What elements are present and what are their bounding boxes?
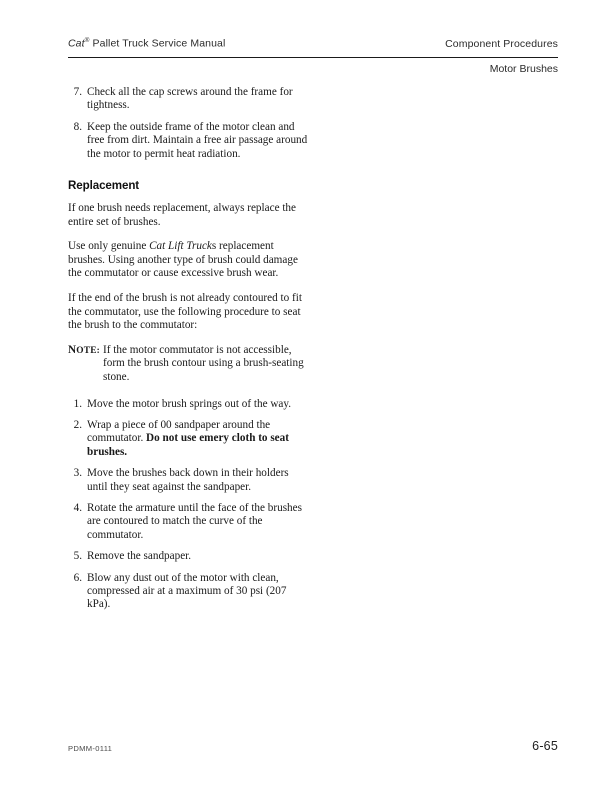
list-item	[68, 419, 308, 459]
body-paragraph	[68, 240, 308, 281]
text-run: If the end of the brush is not already contoured to fit the commutator, use the following procedure to seat the brush to the commutator:	[68, 292, 302, 332]
footer-page-number: 6-65	[532, 739, 558, 753]
list-item-number: 2.	[73, 418, 82, 431]
text-run: Cat Lift Truck	[149, 240, 212, 253]
list-item	[68, 121, 308, 161]
footer-document-code: PDMM-0111	[68, 744, 113, 753]
list-item-text	[87, 502, 302, 541]
list-item-text: Keep the outside frame of the motor clean and free from dirt. Maintain a free air passage around the motor to permit heat radiation.	[87, 120, 308, 160]
note-label	[68, 344, 100, 359]
list-item-text	[87, 550, 191, 562]
text-run: Rotate the armature until the face of the brushes are contoured to match the curve of the commutator.	[87, 502, 302, 541]
text-run: s replacement brushes. Using another type of brush could damage the commutator or cause excessive brush wear.	[68, 240, 298, 280]
list-item-number: 4.	[73, 502, 82, 514]
list-item	[68, 572, 308, 612]
body-paragraph	[68, 202, 308, 229]
header-subsection: Motor Brushes	[489, 63, 558, 75]
text-run: Use only genuine	[68, 240, 150, 253]
list-item-text	[87, 398, 291, 410]
text-run: Move the motor brush springs out of the way.	[87, 397, 292, 410]
note-block	[68, 344, 308, 385]
list-item-text	[87, 572, 286, 611]
registered-trademark-icon: ®	[84, 37, 90, 44]
body-paragraph	[68, 292, 308, 333]
note-text: If the motor commutator is not accessible, form the brush contour using a brush-seating stone.	[103, 343, 304, 383]
page-body	[68, 86, 308, 612]
header-title-left	[68, 37, 225, 50]
list-item	[68, 550, 308, 563]
text-run: Remove the sandpaper.	[87, 550, 192, 563]
list-item	[68, 398, 308, 411]
section-heading-replacement: Replacement	[68, 179, 140, 193]
list-item-number: 5.	[73, 550, 82, 563]
continued-numbered-list	[68, 86, 308, 161]
running-header	[68, 37, 558, 50]
header-section-right: Component Procedures	[445, 37, 558, 50]
text-run: If one brush needs replacement, always replace the entire set of brushes.	[68, 202, 296, 228]
section-paragraphs	[68, 202, 308, 333]
list-item	[68, 502, 308, 542]
list-item-text: Check all the cap screws around the frame for tightness.	[87, 86, 293, 112]
list-item	[68, 467, 308, 494]
list-item-number: 7.	[73, 86, 82, 98]
text-run: Wrap a piece of 00 sandpaper around the commutator.	[87, 418, 271, 445]
note-label-initial: N	[68, 343, 77, 356]
header-divider	[68, 57, 558, 58]
list-item-number: 8.	[73, 120, 82, 133]
list-item-number: 6.	[73, 571, 82, 584]
list-item-number: 3.	[73, 467, 82, 480]
brand-name: Cat	[68, 37, 85, 50]
list-item-number: 1.	[73, 397, 82, 410]
list-item	[68, 86, 308, 113]
text-run: Move the brushes back down in their holders until they seat against the sandpaper.	[87, 467, 289, 493]
list-item-text	[87, 467, 289, 492]
text-run: Do not use emery cloth to seat brushes.	[87, 432, 289, 458]
list-item-text	[87, 419, 289, 458]
note-label-rest: OTE:	[76, 345, 101, 356]
header-title-left-suffix: Pallet Truck Service Manual	[89, 37, 226, 50]
text-run: Blow any dust out of the motor with clean, compressed air at a maximum of 30 psi (207 kPa).	[87, 571, 287, 611]
procedure-numbered-list	[68, 398, 308, 612]
